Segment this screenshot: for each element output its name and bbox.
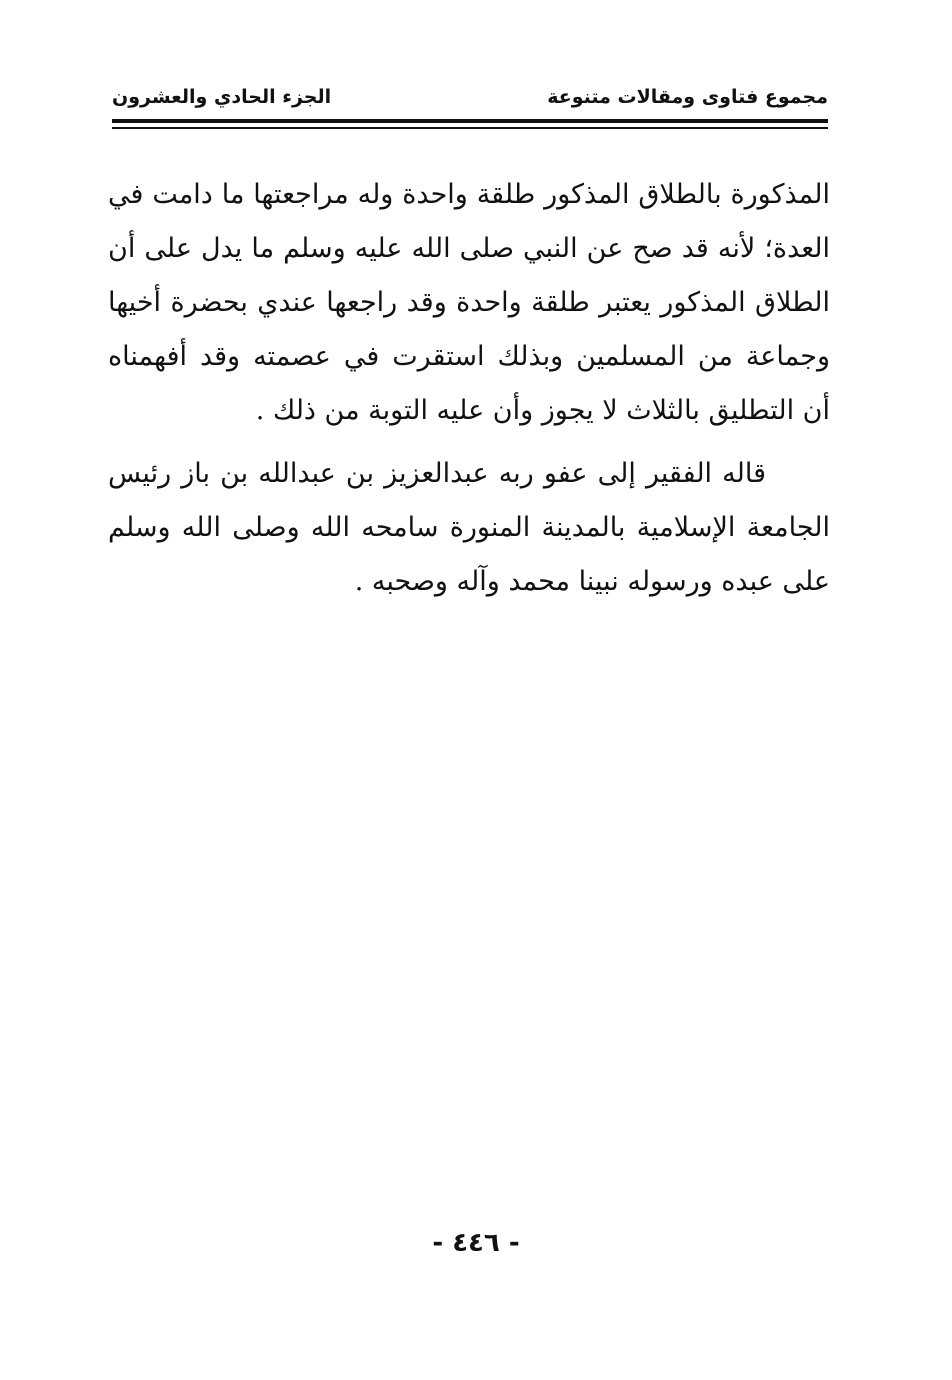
body-text <box>108 168 830 609</box>
header-rule-thin <box>112 127 828 129</box>
paragraph-signature: قاله الفقير إلى عفو ربه عبدالعزيز بن عبدالله بن باز رئيس الجامعة الإسلامية بالمدينة المنورة سامحه الله وصلى الله وسلم على عبده ورسوله نبينا محمد وآله وصحبه . <box>108 458 830 597</box>
book-title: مجموع فتاوى ومقالات متنوعة <box>547 86 828 108</box>
volume-label: الجزء الحادي والعشرون <box>112 86 332 108</box>
page-header <box>112 86 828 120</box>
header-rule-thick <box>112 119 828 123</box>
paragraph-fatwa: المذكورة بالطلاق المذكور طلقة واحدة وله مراجعتها ما دامت في العدة؛ لأنه قد صح عن النبي صلى الله عليه وسلم ما يدل على أن الطلاق المذكور يعتبر طلقة واحدة وقد راجعها عندي بحضرة أخيها وجماعة من المسلمين وبذلك استقرت في عصمته وقد أفهمناه أن التطليق بالثلاث لا يجوز وأن عليه التوبة من ذلك . <box>108 179 830 426</box>
page-number: - ٤٤٦ - <box>432 1228 520 1258</box>
